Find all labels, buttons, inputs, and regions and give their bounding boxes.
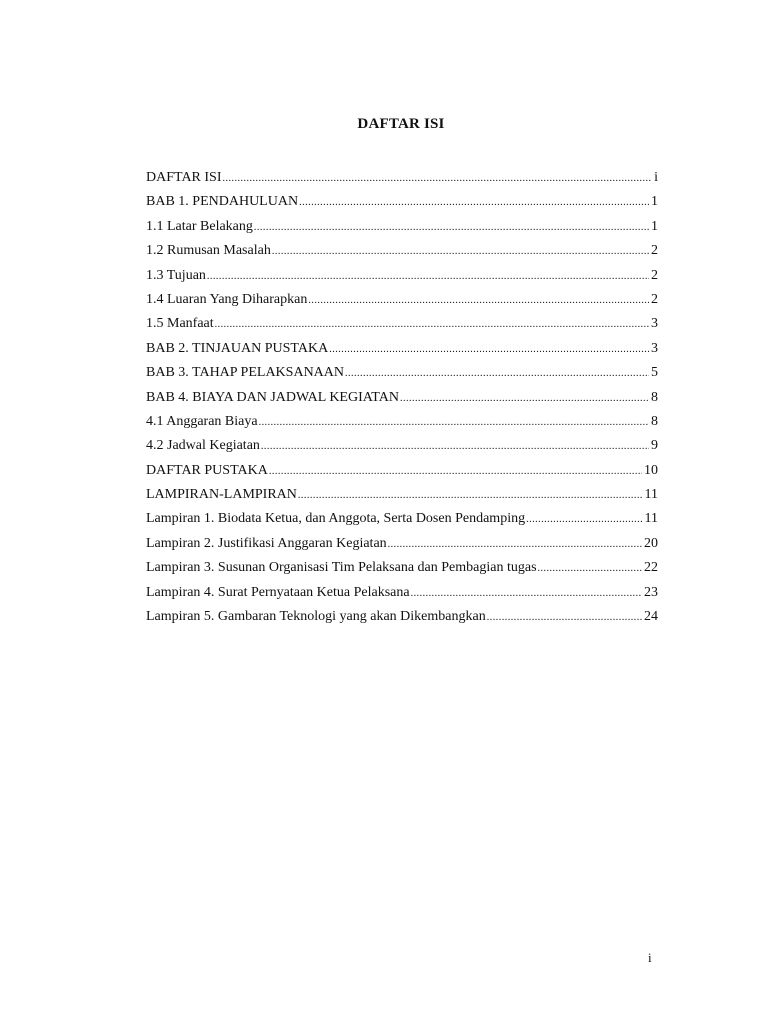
toc-entry-label: DAFTAR PUSTAKA	[146, 462, 268, 478]
toc-entry-label: 1.3 Tujuan	[146, 267, 206, 283]
toc-entry	[146, 388, 658, 412]
toc-entry-label: 4.1 Anggaran Biaya	[146, 413, 258, 429]
dot-leader	[254, 218, 649, 238]
toc-entry-label: Lampiran 2. Justifikasi Anggaran Kegiatan	[146, 535, 387, 551]
toc-entry	[146, 241, 658, 265]
dot-leader	[329, 340, 649, 360]
toc-entry-page: 10	[644, 462, 658, 478]
toc-entry-label: 1.2 Rumusan Masalah	[146, 243, 271, 259]
dot-leader	[269, 462, 642, 482]
toc-entry	[146, 217, 658, 241]
toc-entry-label: BAB 2. TINJAUAN PUSTAKA	[146, 340, 329, 356]
toc-entry-page: 8	[651, 389, 658, 405]
toc-entry-page: 3	[651, 340, 658, 356]
toc-entry-page: i	[654, 170, 658, 185]
toc-entry-page: 3	[651, 316, 658, 332]
toc-entry-label: BAB 3. TAHAP PELAKSANAAN	[146, 365, 345, 381]
dot-leader	[400, 389, 649, 409]
toc-entry	[146, 412, 658, 436]
toc-entry-page: 9	[651, 438, 658, 454]
dot-leader	[345, 364, 649, 384]
page-title: DAFTAR ISI	[357, 116, 445, 132]
toc-entry-label: BAB 4. BIAYA DAN JADWAL KEGIATAN	[146, 389, 399, 405]
toc-entry-label: Lampiran 3. Susunan Organisasi Tim Pelaksana dan Pembagian tugas	[146, 560, 537, 576]
toc-entry-page: 2	[651, 267, 658, 283]
toc-entry-page: 24	[644, 609, 658, 625]
toc-entry	[146, 534, 658, 558]
toc-entry-page: 5	[651, 365, 658, 381]
dot-leader	[388, 535, 642, 555]
toc-entry-page: 22	[644, 560, 658, 576]
dot-leader	[298, 486, 643, 506]
dot-leader	[272, 242, 649, 262]
dot-leader	[215, 315, 649, 335]
dot-leader	[538, 559, 642, 579]
toc-entry-label: Lampiran 4. Surat Pernyataan Ketua Pelaksana	[146, 584, 410, 600]
toc-entry-page: 1	[651, 218, 658, 234]
toc-entry-label: 4.2 Jadwal Kegiatan	[146, 438, 260, 454]
toc-entry	[146, 461, 658, 485]
table-of-contents	[146, 168, 658, 631]
toc-entry-label: BAB 1. PENDAHULUAN	[146, 194, 299, 210]
toc-entry	[146, 607, 658, 631]
toc-entry-label: 1.1 Latar Belakang	[146, 218, 253, 234]
dot-leader	[411, 584, 642, 604]
toc-entry	[146, 436, 658, 460]
dot-leader	[299, 193, 649, 213]
toc-entry	[146, 583, 658, 607]
toc-entry	[146, 168, 658, 192]
dot-leader	[223, 169, 653, 189]
toc-entry-page: 11	[644, 511, 658, 527]
toc-entry-label: Lampiran 5. Gambaran Teknologi yang akan Dikembangkan	[146, 609, 486, 625]
dot-leader	[207, 267, 649, 287]
toc-entry-page: 11	[644, 487, 658, 503]
page-number: i	[648, 950, 652, 965]
toc-entry-label: Lampiran 1. Biodata Ketua, dan Anggota, Serta Dosen Pendamping	[146, 511, 526, 527]
dot-leader	[487, 608, 642, 628]
toc-entry-label: DAFTAR ISI	[146, 170, 222, 185]
toc-entry	[146, 266, 658, 290]
toc-entry	[146, 509, 658, 533]
toc-entry	[146, 314, 658, 338]
dot-leader	[259, 413, 649, 433]
toc-entry-page: 20	[644, 535, 658, 551]
toc-entry	[146, 363, 658, 387]
toc-entry-label: LAMPIRAN-LAMPIRAN	[146, 487, 297, 503]
dot-leader	[308, 291, 649, 311]
toc-entry	[146, 558, 658, 582]
toc-entry-label: 1.5 Manfaat	[146, 316, 214, 332]
toc-entry-page: 2	[651, 243, 658, 259]
toc-entry	[146, 192, 658, 216]
toc-entry-page: 1	[651, 194, 658, 210]
toc-entry-label: 1.4 Luaran Yang Diharapkan	[146, 291, 308, 307]
dot-leader	[261, 437, 649, 457]
toc-entry	[146, 339, 658, 363]
toc-entry	[146, 290, 658, 314]
toc-entry-page: 8	[651, 413, 658, 429]
toc-entry-page: 2	[651, 291, 658, 307]
dot-leader	[526, 510, 642, 530]
toc-entry	[146, 485, 658, 509]
toc-entry-page: 23	[644, 584, 658, 600]
